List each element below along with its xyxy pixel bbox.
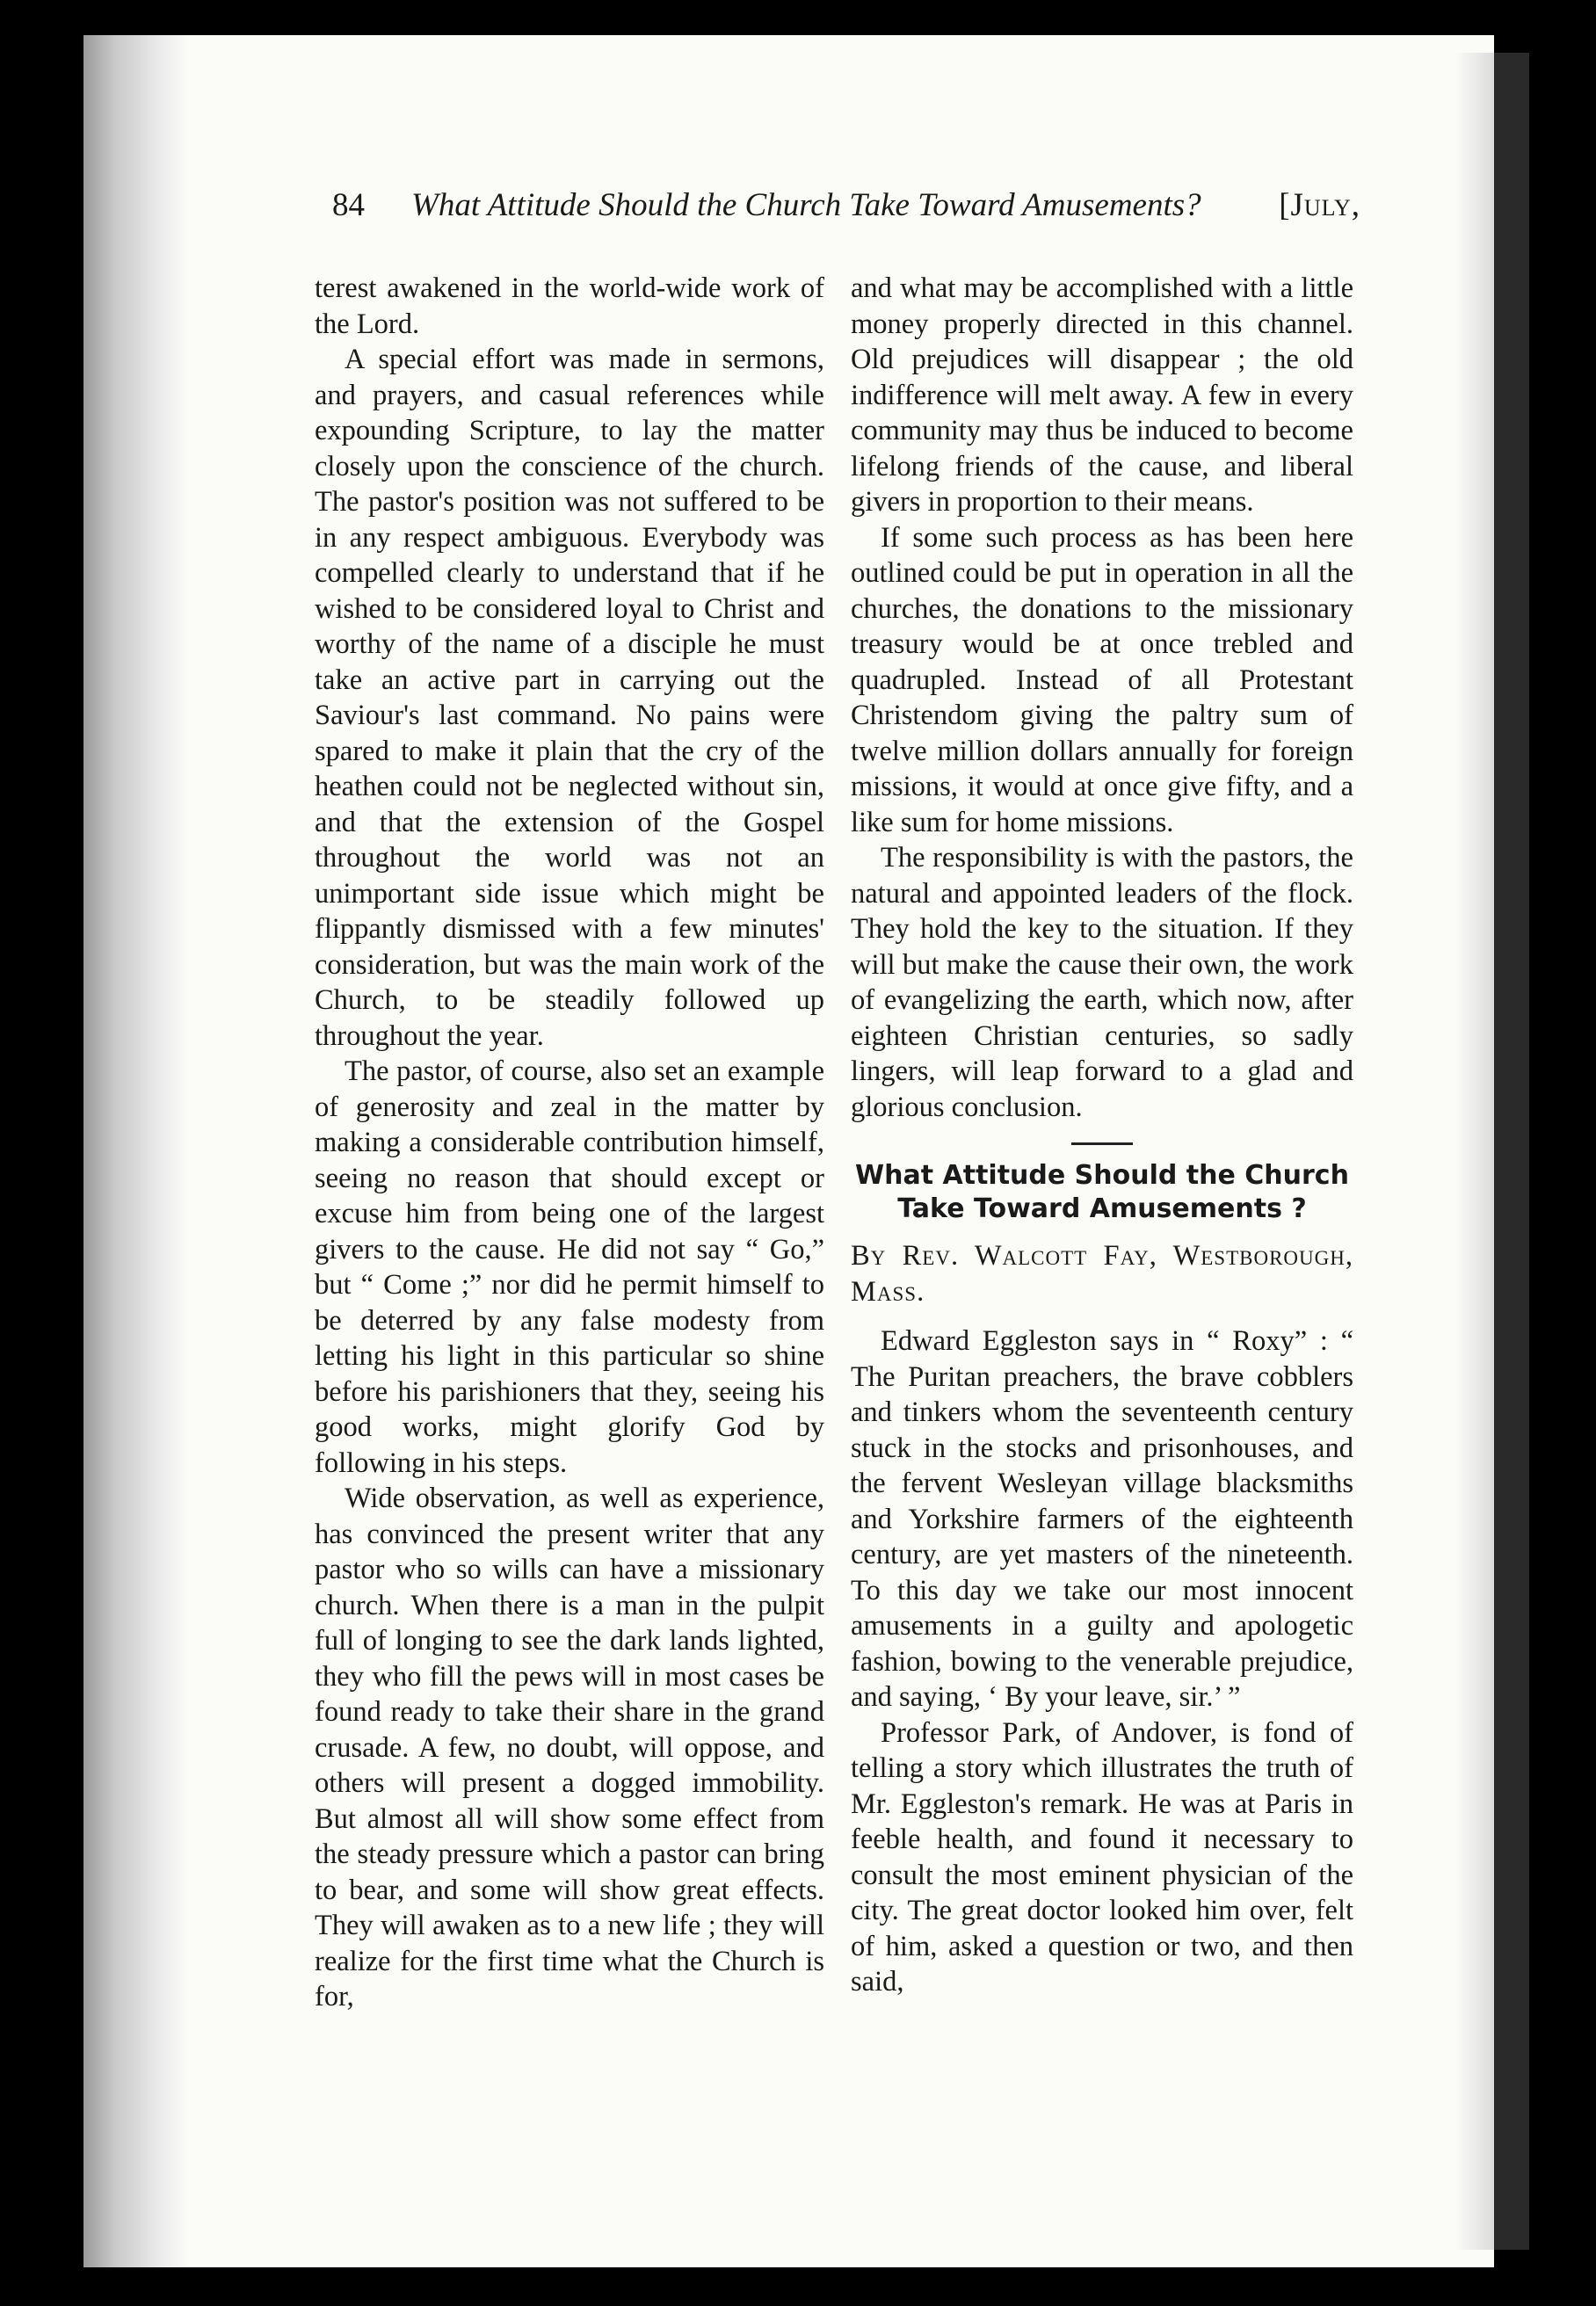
- page-edge: [1455, 53, 1494, 2250]
- paragraph: Wide observation, as well as experience, has convinced the present writer that any pastor who so wills can have a missionary church. When there is a man in the pulpit full of longing to see the dark lands lighted, they who fill the pews will in most cases be found ready to take their share in the grand crusade. A few, no doubt, will oppose, and others will present a dogged immobility. But almost all will show some effect from the steady pressure which a pastor can bring to bear, and some will show great effects. They will awaken as to a new life ; they will realize for the first time what the Church is for,: [315, 1483, 824, 2012]
- paragraph: terest awakened in the world-wide work of the Lord.: [315, 272, 824, 340]
- facing-page-edge: [1494, 53, 1529, 2250]
- paragraph: The responsibility is with the pastors, the natural and appointed leaders of the flock. They hold the key to the situation. If they will but make the cause their own, the work of evangelizing the earth, which now, after eighteen Christian centuries, so sadly lingers, will leap forward to a glad and glorious conclusion.: [851, 842, 1353, 1123]
- running-header: [332, 186, 1360, 239]
- paragraph: A special effort was made in sermons, and prayers, and casual references while expounding Scripture, to lay the matter closely upon the conscience of the church. The pastor's position was not suffered to be in any respect ambiguous. Everybody was compelled clearly to understand that if he wished to be considered loyal to Christ and worthy of the name of a disciple he must take an active part in carrying out the Saviour's last command. No pains were spared to make it plain that the cry of the heathen could not be neglected without sin, and that the extension of the Gospel throughout the world was not an unimportant side issue which might be flippantly dismissed with a few minutes' consideration, but was the main work of the Church, to be steadily followed up throughout the year.: [315, 344, 824, 1052]
- running-title: What Attitude Should the Church Take Toward Amusements?: [411, 187, 1201, 223]
- paragraph: and what may be accomplished with a little money properly directed in this channel. Old prejudices will disappear ; the old indifference will melt away. A few in every community may thus be induced to become lifelong friends of the cause, and liberal givers in proportion to their means.: [851, 272, 1353, 518]
- section-divider: [1071, 1142, 1133, 1145]
- paragraph: The pastor, of course, also set an example of generosity and zeal in the matter by making a considerable contribution himself, seeing no reason that should except or excuse him from being one of the largest givers to the cause. He did not say “ Go,” but “ Come ;” nor did he permit himself to be deterred by any false modesty from letting his light in this particular so shine before his parishioners that they, seeing his good works, might glorify God by following in his steps.: [315, 1055, 824, 1479]
- article-title: What Attitude Should the Church Take Toward Amusements ?: [855, 1160, 1349, 1224]
- header-month: [July,: [1279, 187, 1360, 223]
- paragraph: If some such process as has been here outlined could be put in operation in all the churches, the donations to the missionary treasury would be at once trebled and quadrupled. Instead of all Protestant Christendom giving the paltry sum of twelve million dollars annually for foreign missions, it would at once give fifty, and a like sum for home missions.: [851, 521, 1353, 838]
- left-column: [315, 271, 824, 2015]
- article-byline: By Rev. Walcott Fay, Westborough, Mass.: [851, 1240, 1353, 1308]
- page-gutter-shadow: [83, 35, 189, 2267]
- page-number: 84: [332, 187, 365, 223]
- paragraph: Edward Eggleston says in “ Roxy” : “ The Puritan preachers, the brave cobblers and tinkers whom the seventeenth century stuck in the stocks and prisonhouses, and the fervent Wesleyan village blacksmiths and Yorkshire farmers of the eighteenth century, are yet masters of the nineteenth. To this day we take our most innocent amusements in a guilty and apologetic fashion, bowing to the venerable prejudice, and saying, ‘ By your leave, sir.’ ”: [851, 1325, 1353, 1713]
- paragraph: Professor Park, of Andover, is fond of telling a story which illustrates the truth of Mr. Eggleston's remark. He was at Paris in feeble health, and found it necessary to consult the most eminent physician of the city. The great doctor looked him over, felt of him, asked a question or two, and then said,: [851, 1716, 1353, 1998]
- right-column: [851, 271, 1353, 2000]
